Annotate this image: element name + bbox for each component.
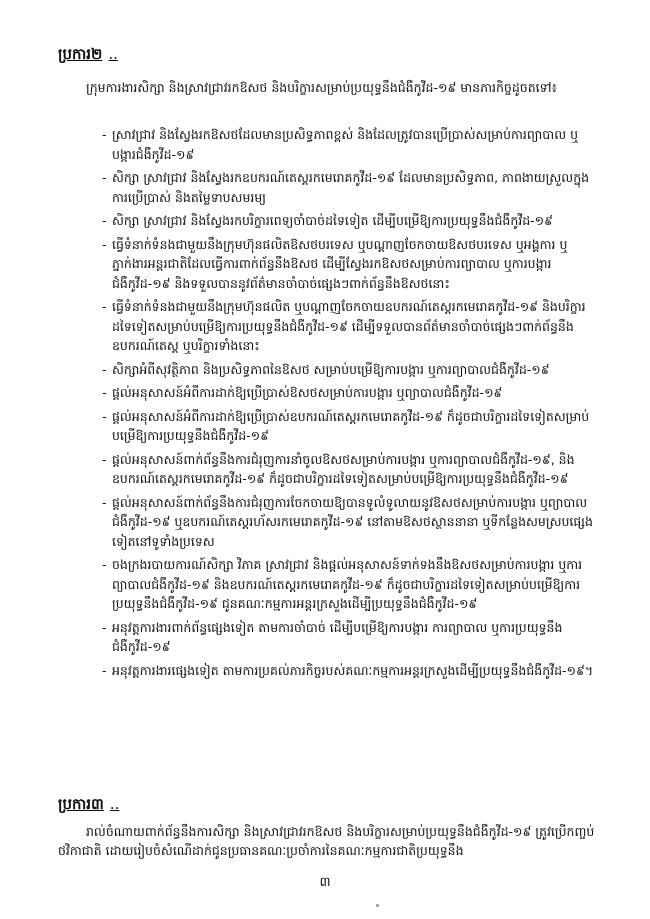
scan-speck [376,904,379,907]
list-item [102,168,600,207]
dash: - [102,299,107,314]
dash: - [102,451,107,467]
page-number: ៣ [319,875,331,890]
list-item-text: ធ្វើទំនាក់ទំនងជាមួយនឹងក្រុមហ៊ុនផលិតឱសថបរទេស ឬបណ្តាញចែកចាយឱសថបរទេស ឬអង្គការ ឬភ្នាក់ងារអន្តរជាតិដែលធ្វើការពាក់ព័ន្ធនឹងឱសថ ដើម្បីស្វែងរកឱសថសម្រាប់ការព្យាបាល ឬការបង្ការជំងឺកូវីដ-១៩ និងទទួលបាននូវព័ត៌មានចាំបាច់ផ្សេងៗពាក់ព័ន្ធនឹងឱសថនោះ [112,236,568,291]
list-item-text: ផ្តល់អនុសាសន៍អំពីការដាក់ឱ្យប្រើប្រាស់ឱសថសម្រាប់ការបង្ការ ឬព្យាបាលជំងឺកូវីដ-១៩ [112,385,503,400]
list-item-text: ផ្តល់អនុសាសន៍ពាក់ព័ន្ធនឹងការជំរុញការនាំចូលឱសថសម្រាប់ការបង្ការ ឬការព្យាបាលជំងឺកូវីដ-១៩, និងឧបករណ៍តេស្តរកមេរោគកូវីដ-១៩ ក៏ដូចជាបរិក្ខារដទៃទៀតសម្រាប់បម្រើឱ្យការប្រយុទ្ធនឹងជំងឺកូវីដ-១៩ [112,451,575,486]
list-item [102,383,600,403]
list-item-text: សិក្សា ស្រាវជ្រាវ និងស្វែងរកបរិក្ខារពេទ្យចាំបាច់ដទៃទៀត ដើម្បីបម្រើឱ្យការប្រយុទ្ធនឹងជំងឺកូវីដ-១៩ [112,213,553,228]
list-item [102,555,600,614]
list-item-text: ចងក្រងរបាយការណ៍សិក្សា វិភាគ ស្រាវជ្រាវ និងផ្តល់អនុសាសន៍ទាក់ទងនឹងឱសថសម្រាប់ការបង្ការ ឬការព្យាបាលជំងឺកូវីដ-១៩ និងឧបករណ៍តេស្តរកមេរោគកូវីដ-១៩ ក៏ដូចជាបរិក្ខារដទៃទៀតសម្រាប់បម្រើឱ្យការប្រយុទ្ធនឹងជំងឺកូវីដ-១៩ ជូនគណៈកម្មការអន្តរក្រសួងដើម្បីប្រយុទ្ធនឹងជំងឺកូវីដ-១៩ [112,557,583,611]
article-2-intro: ក្រុមការងារសិក្សា និងស្រាវជ្រាវរកឱសថ និងបរិក្ខារសម្រាប់ប្រយុទ្ធនឹងជំងឺកូវីដ-១៩ មានភារកិច្ចដូចតទៅ៖ [86,80,558,95]
list-item-text: អនុវត្តការងារផ្សេងទៀត តាមការប្រគល់ភារកិច្ចរបស់គណៈកម្មការអន្តរក្រសួងដើម្បីប្រយុទ្ធនឹងជំងឺកូវីដ-១៩។ [112,662,594,678]
list-item [102,661,600,681]
list-item-text: អនុវត្តការងារពាក់ព័ន្ធផ្សេងទៀត តាមការចាំបាច់ ដើម្បីបម្រើឱ្យការបង្ការ ការព្យាបាល ឬការប្រយុទ្ធនឹងជំងឺកូវីដ-១៩ [112,619,563,654]
article-3-dots: .. [109,795,120,813]
article-2-title: ប្រការ២ [58,45,103,63]
list-item [102,297,600,356]
list-item [102,235,600,294]
article-2-duties-list [102,125,600,684]
article-2-dots: .. [108,45,118,63]
dash: - [102,408,107,424]
list-item [102,407,600,446]
dash: - [102,494,107,510]
dash: - [102,619,107,635]
list-item [102,618,600,657]
list-item-text: ស្រាវជ្រាវ និងស្វែងរកឱសថដែលមានប្រសិទ្ធភាពខ្ពស់ និងដែលត្រូវបានប្រើប្រាស់សម្រាប់ការព្យាបាល ឬបង្ការជំងឺកូវីដ-១៩ [112,127,579,162]
list-item-text: ធ្វើទំនាក់ទំនងជាមួយនឹងក្រុមហ៊ុនផលិត ឬបណ្តាញចែកចាយឧបករណ៍តេស្តរកមេរោគកូវីដ-១៩ និងបរិក្ខារដទៃទៀតសម្រាប់បម្រើឱ្យការប្រយុទ្ធនឹងជំងឺកូវីដ-១៩ ដើម្បីទទួលបានព័ត៌មានចាំបាច់ផ្សេងៗពាក់ព័ន្ធនឹងឧបករណ៍តេស្ត ឬបរិក្ខារទាំងនោះ [112,299,586,353]
dash: - [102,213,107,228]
list-item-text: សិក្សា ស្រាវជ្រាវ និងស្វែងរកឧបករណ៍តេស្តរកមេរោគកូវីដ-១៩ ដែលមានប្រសិទ្ធភាព, ភាពងាយស្រួលក្នុងការប្រើប្រាស់ និងតម្លៃទាបសមរម្យ [112,170,590,205]
dash: - [102,557,107,572]
article-2-heading [58,44,118,64]
article-3-body: រាល់ចំណាយពាក់ព័ន្ធនឹងការសិក្សា និងស្រាវជ្រាវរកឱសថ និងបរិក្ខារសម្រាប់ប្រយុទ្ធនឹងជំងឺកូវីដ-១៩ ត្រូវប្រើកញ្ចប់ថវិកាជាតិ ដោយរៀបចំសំណើដាក់ជូនប្រធានគណៈប្រចាំការនៃគណៈកម្មការជាតិប្រយុទ្ធនឹង [58,824,595,858]
dash: - [102,127,107,142]
dash: - [102,385,107,400]
dash: - [102,662,107,678]
list-item [102,450,600,489]
article-3-title: ប្រការ៣ [58,795,104,813]
list-item-text: សិក្សាអំពីសុវត្ថិភាព និងប្រសិទ្ធភាពនៃឱសថ សម្រាប់បម្រើឱ្យការបង្ការ ឬការព្យាបាលជំងឺកូវីដ-១៩ [112,361,550,377]
list-item [102,493,600,552]
list-item [102,360,600,380]
article-3-heading [58,794,119,814]
list-item-text: ផ្តល់អនុសាសន៍អំពីការដាក់ឱ្យប្រើប្រាស់ឧបករណ៍តេស្តរកមេរោគកូវីដ-១៩ ក៏ដូចជាបរិក្ខារដទៃទៀតសម្រាប់បម្រើឱ្យការប្រយុទ្ធនឹងជំងឺកូវីដ-១៩ [112,408,590,443]
dash: - [102,170,107,185]
list-item [102,211,600,231]
dash: - [102,236,107,252]
list-item-text: ផ្តល់អនុសាសន៍ពាក់ព័ន្ធនឹងការជំរុញការចែកចាយឱ្យបានទូលំទូលាយនូវឱសថសម្រាប់ការបង្ការ ឬព្យាបាលជំងឺកូវីដ-១៩ ឬឧបករណ៍តេស្តរហ័សរកមេរោគកូវីដ-១៩ នៅតាមឱសថស្ថាននានា ឬទីកន្លែងសមស្របផ្សេងទៀតនៅទូទាំងប្រទេស [112,494,593,549]
list-item [102,125,600,164]
dash: - [102,361,107,377]
